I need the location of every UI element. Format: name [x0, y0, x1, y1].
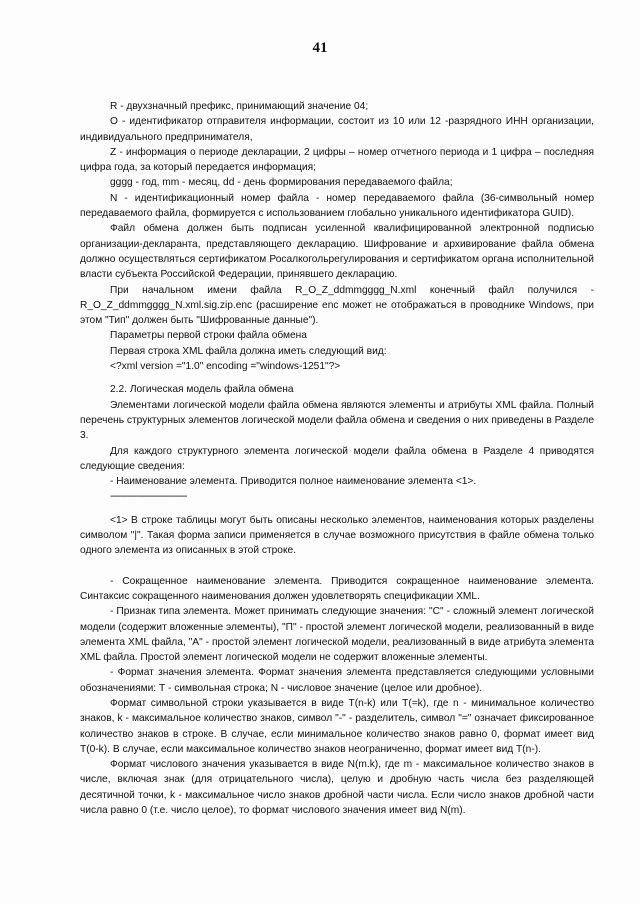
paragraph-signature: Файл обмена должен быть подписан усиленной квалифицированной электронной подписью организации-декларанта, представляющего декларацию. Шифрование и архивирование файла обмена должно осуществляться сертификатом Росалкогольрегулирования и сертификатом органа исполнительной власти субъекта Российской Федерации, принявшего декларацию.: [80, 223, 594, 281]
paragraph-string-format: Формат символьной строки указывается в виде Т(n-k) или Т(=k), где n - минимальное количество знаков, k - максимальное количество знаков, символ "-" - разделитель, символ "=" означает фиксированное количество знаков в строке. В случае, если минимальное количество знаков равно 0, формат имеет вид Т(0-k). В случае, если максимальное количество знаков неограниченно, формат имеет вид Т(n-).: [80, 697, 594, 755]
paragraph-first-line-params: Параметры первой строки файла обмена: [110, 330, 307, 342]
paragraph-first-line-format: Первая строка XML файла должна иметь следующий вид:: [110, 345, 387, 357]
page-number: 41: [312, 40, 328, 56]
footnote-1: <1> В строке таблицы могут быть описаны несколько элементов, наименования которых разделены символом "|". Такая форма записи применяется в случае возможного присутствия в файле обмена только одного элемента из описанных в этой строке.: [80, 514, 594, 557]
document-body: [80, 99, 594, 818]
paragraph-prefix-r: R - двухзначный префикс, принимающий значение 04;: [110, 101, 369, 112]
paragraph-element-type: - Признак типа элемента. Может принимать следующие значения: "С" - сложный элемент логической модели (содержит вложенные элементы), "П" - простой элемент логической модели, реализованный в виде элемента XML файла, "А" - простой элемент логической модели, реализованный в виде атрибута элемента XML файла. Простой элемент логической модели не содержит вложенные элементы.: [80, 606, 594, 664]
paragraph-number-format: Формат числового значения указывается в виде N(m.k), где m - максимальное количество знаков в числе, включая знак (для отрицательного числа), целую и дробную часть числа без разделяющей десятичной точки, k - максимальное число знаков дробной части числа. Если число знаков дробной части числа равно 0 (т.е. число целое), то формат числового значения имеет вид N(m).: [80, 759, 594, 817]
paragraph-file-name: При начальном имени файла R_O_Z_ddmmgggg_N.xml конечный файл получился - R_O_Z_ddmmgggg_N.xml.sig.zip.enc (расширение enc может не отображаться в проводнике Windows, при этом "Тип" должен быть "Шифрованные данные").: [80, 284, 594, 327]
section-heading: 2.2. Логическая модель файла обмена: [110, 384, 294, 396]
paragraph-period: Z - информация о периоде декларации, 2 цифры – номер отчетного периода и 1 цифра – последняя цифра года, за который передается информация;: [80, 146, 594, 174]
paragraph-element-name: - Наименование элемента. Приводится полное наименование элемента <1>.: [110, 476, 477, 488]
spacer: [80, 374, 594, 382]
xml-declaration: <?xml version ="1.0" encoding ="windows-1251"?>: [110, 361, 341, 373]
paragraph-short-name: - Сокращенное наименование элемента. Приводится сокращенное наименование элемента. Синтаксис сокращенного наименования должен удовлетворять спецификации XML.: [80, 575, 594, 602]
paragraph-file-number: N - идентификационный номер файла - номер передаваемого файла (36-символьный номер передаваемого файла, формируется с использованием глобально уникального идентификатора GUID).: [80, 192, 594, 220]
paragraph-section4-info: Для каждого структурного элемента логической модели файла обмена в Разделе 4 приводятся следующие сведения:: [80, 445, 594, 472]
spacer: [80, 559, 594, 574]
paragraph-elements: Элементами логической модели файла обмена являются элементы и атрибуты XML файла. Полный перечень структурных элементов логической модели файла обмена и сведения о них приведены в Разделе 3.: [80, 399, 594, 442]
paragraph-value-format: - Формат значения элемента. Формат значения элемента представляется следующими условными обозначениями: Т - символьная строка; N - числовое значение (целое или дробное).: [80, 667, 594, 694]
paragraph-date: gggg - год, mm - месяц, dd - день формирования передаваемого файла;: [110, 177, 453, 189]
footnote-separator: --------------------------------: [110, 491, 187, 503]
spacer: [80, 505, 594, 513]
paragraph-sender-id: O - идентификатор отправителя информации, состоит из 10 или 12 -разрядного ИНН организации, индивидуального предпринимателя,: [80, 116, 594, 143]
